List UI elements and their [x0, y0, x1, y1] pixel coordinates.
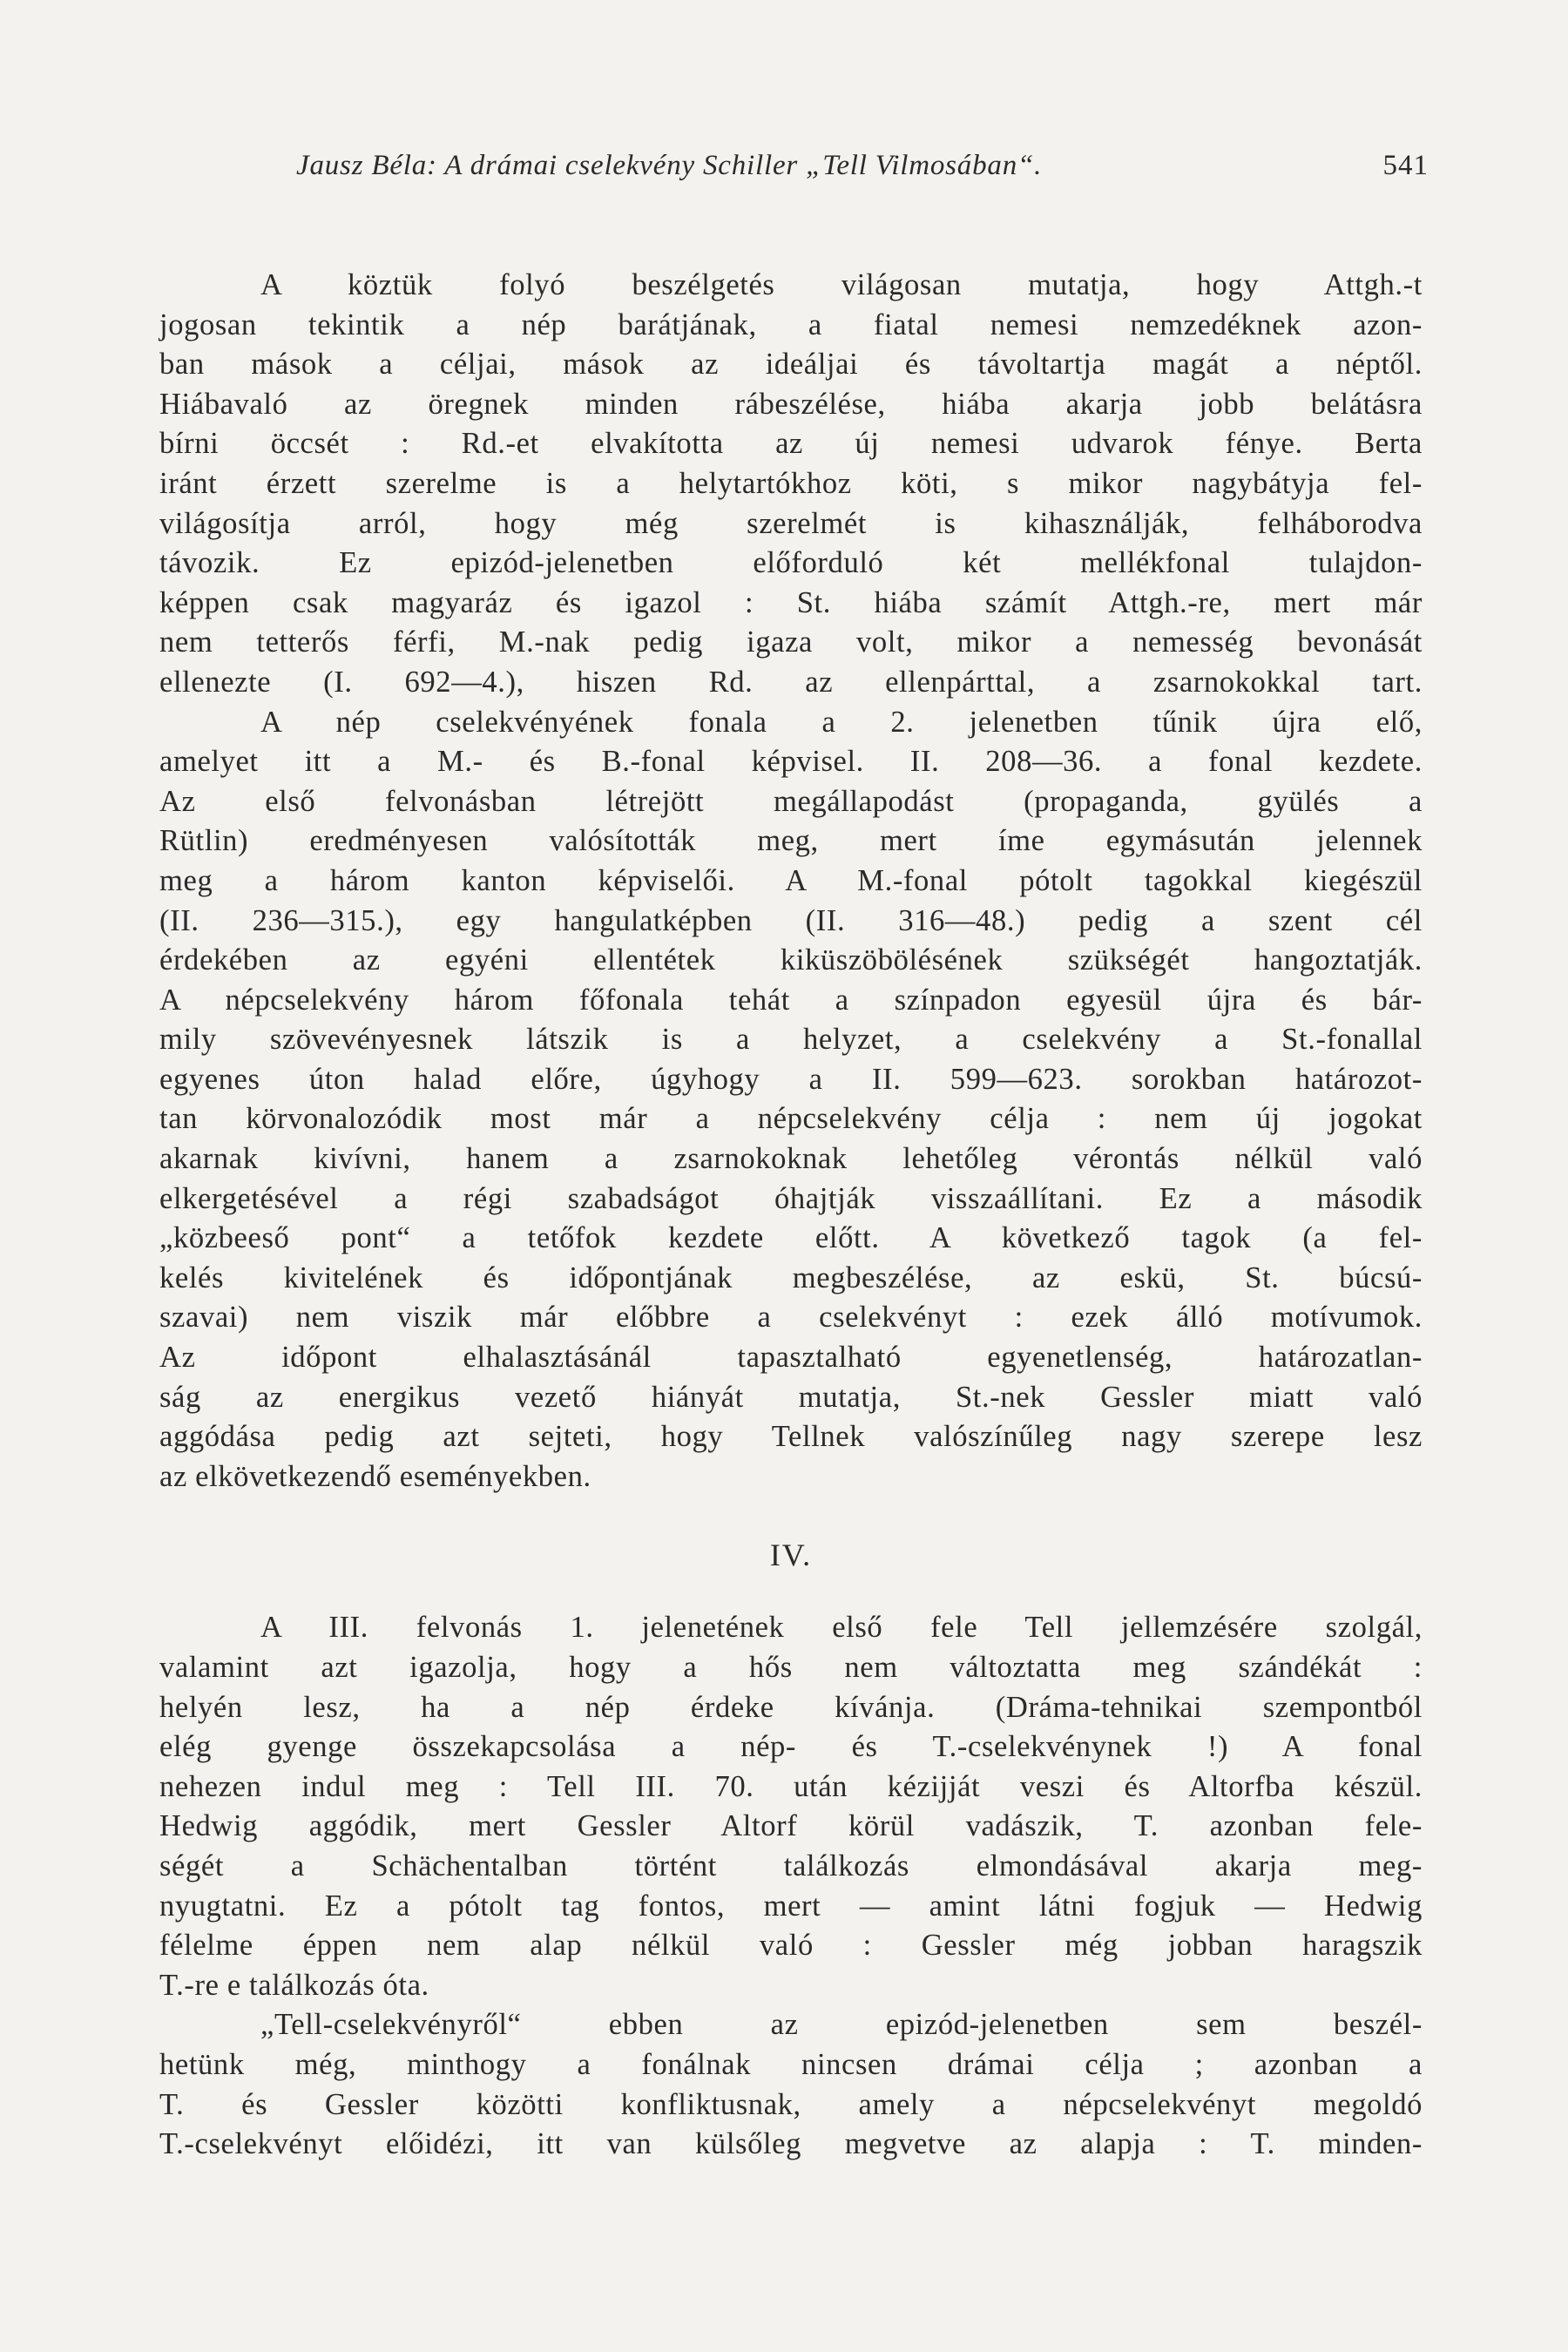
text-line: A III. felvonás 1. jelenetének első fele Tell jellemzésére szolgál,	[260, 1611, 1423, 1645]
paragraph-2	[159, 703, 1423, 1497]
text-line: iránt érzett szerelme is a helytartókhoz köti, s mikor nagybátyja fel-	[159, 466, 1423, 500]
text-line: T. és Gessler közötti konfliktusnak, amely a népcselekvényt megoldó	[159, 2087, 1423, 2121]
text-line: meg a három kanton képviselői. A M.-fonal pótolt tagokkal kiegészül	[159, 863, 1423, 897]
text-line: bírni öccsét : Rd.-et elvakította az új nemesi udvarok fénye. Berta	[159, 427, 1423, 461]
text-line: kelés kivitelének és időpontjának megbeszélése, az eskü, St. búcsú-	[159, 1260, 1423, 1294]
header-title: Jausz Béla: A drámai cselekvény Schiller „Tell Vilmosában“.	[296, 150, 1043, 181]
text-line: Az első felvonásban létrejött megállapodást (propaganda, gyülés a	[159, 784, 1423, 818]
text-line: Hedwig aggódik, mert Gessler Altorf körül vadászik, T. azonban fele-	[159, 1809, 1423, 1843]
page-number: 541	[1382, 150, 1429, 181]
text-line: A köztük folyó beszélgetés világosan mutatja, hogy Attgh.-t	[260, 268, 1423, 301]
text-line: nem tetterős férfi, M.-nak pedig igaza volt, mikor a nemesség bevonását	[159, 625, 1423, 659]
text-line: T.-cselekvényt előidézi, itt van külsőleg megvetve az alapja : T. minden-	[159, 2127, 1423, 2161]
text-line: képpen csak magyaráz és igazol : St. hiába számít Attgh.-re, mert már	[159, 585, 1423, 619]
paragraph-4	[159, 2005, 1423, 2164]
text-line: ban mások a céljai, mások az ideáljai és távoltartja magát a néptől.	[159, 348, 1423, 382]
text-line: A nép cselekvényének fonala a 2. jelenetben tűnik újra elő,	[260, 705, 1423, 739]
text-line: egyenes úton halad előre, úgyhogy a II. 599—623. sorokban határozot-	[159, 1062, 1423, 1096]
text-line: világosítja arról, hogy még szerelmét is kihasználják, felháborodva	[159, 506, 1423, 540]
text-line: mily szövevényesnek látszik is a helyzet, a cselekvény a St.-fonallal	[159, 1023, 1423, 1057]
text-line: helyén lesz, ha a nép érdeke kívánja. (Dráma-tehnikai szempontból	[159, 1690, 1423, 1724]
text-line: Rütlin) eredményesen valósították meg, mert íme egymásután jelennek	[159, 824, 1423, 858]
text-line: távozik. Ez epizód-jelenetben előforduló két mellékfonal tulajdon-	[159, 546, 1423, 580]
text-line: „közbeeső pont“ a tetőfok kezdete előtt. A következő tagok (a fel-	[159, 1221, 1423, 1255]
text-line: „Tell-cselekvényről“ ebben az epizód-jelenetben sem beszél-	[260, 2008, 1423, 2042]
text-line: félelme éppen nem alap nélkül való : Gessler még jobban haragszik	[159, 1929, 1423, 1963]
text-line: Hiábavaló az öregnek minden rábeszélése, hiába akarja jobb belátásra	[159, 387, 1423, 421]
text-line: (II. 236—315.), egy hangulatképben (II. 316—48.) pedig a szent cél	[159, 903, 1423, 937]
text-line: szavai) nem viszik már előbbre a cselekvényt : ezek álló motívumok.	[159, 1301, 1423, 1335]
text-line: jogosan tekintik a nép barátjának, a fiatal nemesi nemzedéknek azon-	[159, 308, 1423, 341]
text-line: T.-re e találkozás óta.	[159, 1968, 429, 2002]
text-line: Az időpont elhalasztásánál tapasztalható egyenetlenség, határozatlan-	[159, 1341, 1423, 1375]
text-line: valamint azt igazolja, hogy a hős nem változtatta meg szándékát :	[159, 1651, 1423, 1684]
text-line: aggódása pedig azt sejteti, hogy Tellnek valószínűleg nagy szerepe lesz	[159, 1420, 1423, 1454]
text-line: elég gyenge összekapcsolása a nép- és T.-cselekvénynek !) A fonal	[159, 1730, 1423, 1764]
running-header	[296, 150, 1429, 193]
paragraph-1	[159, 266, 1423, 703]
body-text	[159, 266, 1423, 2165]
text-line: amelyet itt a M.- és B.-fonal képvisel. II. 208—36. a fonal kezdete.	[159, 745, 1423, 779]
paragraph-3	[159, 1608, 1423, 2005]
text-line: hetünk még, minthogy a fonálnak nincsen drámai célja ; azonban a	[159, 2047, 1423, 2081]
text-line: elkergetésével a régi szabadságot óhajtják visszaállítani. Ez a második	[159, 1181, 1423, 1215]
text-line: az elkövetkezendő eseményekben.	[159, 1459, 591, 1493]
text-line: nyugtatni. Ez a pótolt tag fontos, mert — amint látni fogjuk — Hedwig	[159, 1889, 1423, 1923]
text-line: nehezen indul meg : Tell III. 70. után kézijját veszi és Altorfba készül.	[159, 1769, 1423, 1803]
text-line: A népcselekvény három főfonala tehát a színpadon egyesül újra és bár-	[159, 983, 1423, 1017]
text-line: érdekében az egyéni ellentétek kiküszöbölésének szükségét hangoztatják.	[159, 943, 1423, 977]
text-line: akarnak kivívni, hanem a zsarnokoknak lehetőleg vérontás nélkül való	[159, 1142, 1423, 1176]
text-line: ellenezte (I. 692—4.), hiszen Rd. az ellenpárttal, a zsarnokokkal tart.	[159, 665, 1423, 699]
section-heading: IV.	[769, 1538, 813, 1573]
text-line: ság az energikus vezető hiányát mutatja, St.-nek Gessler miatt való	[159, 1380, 1423, 1414]
text-line: tan körvonalozódik most már a népcselekvény célja : nem új jogokat	[159, 1102, 1423, 1136]
text-line: ségét a Schächentalban történt találkozás elmondásával akarja meg-	[159, 1848, 1423, 1882]
